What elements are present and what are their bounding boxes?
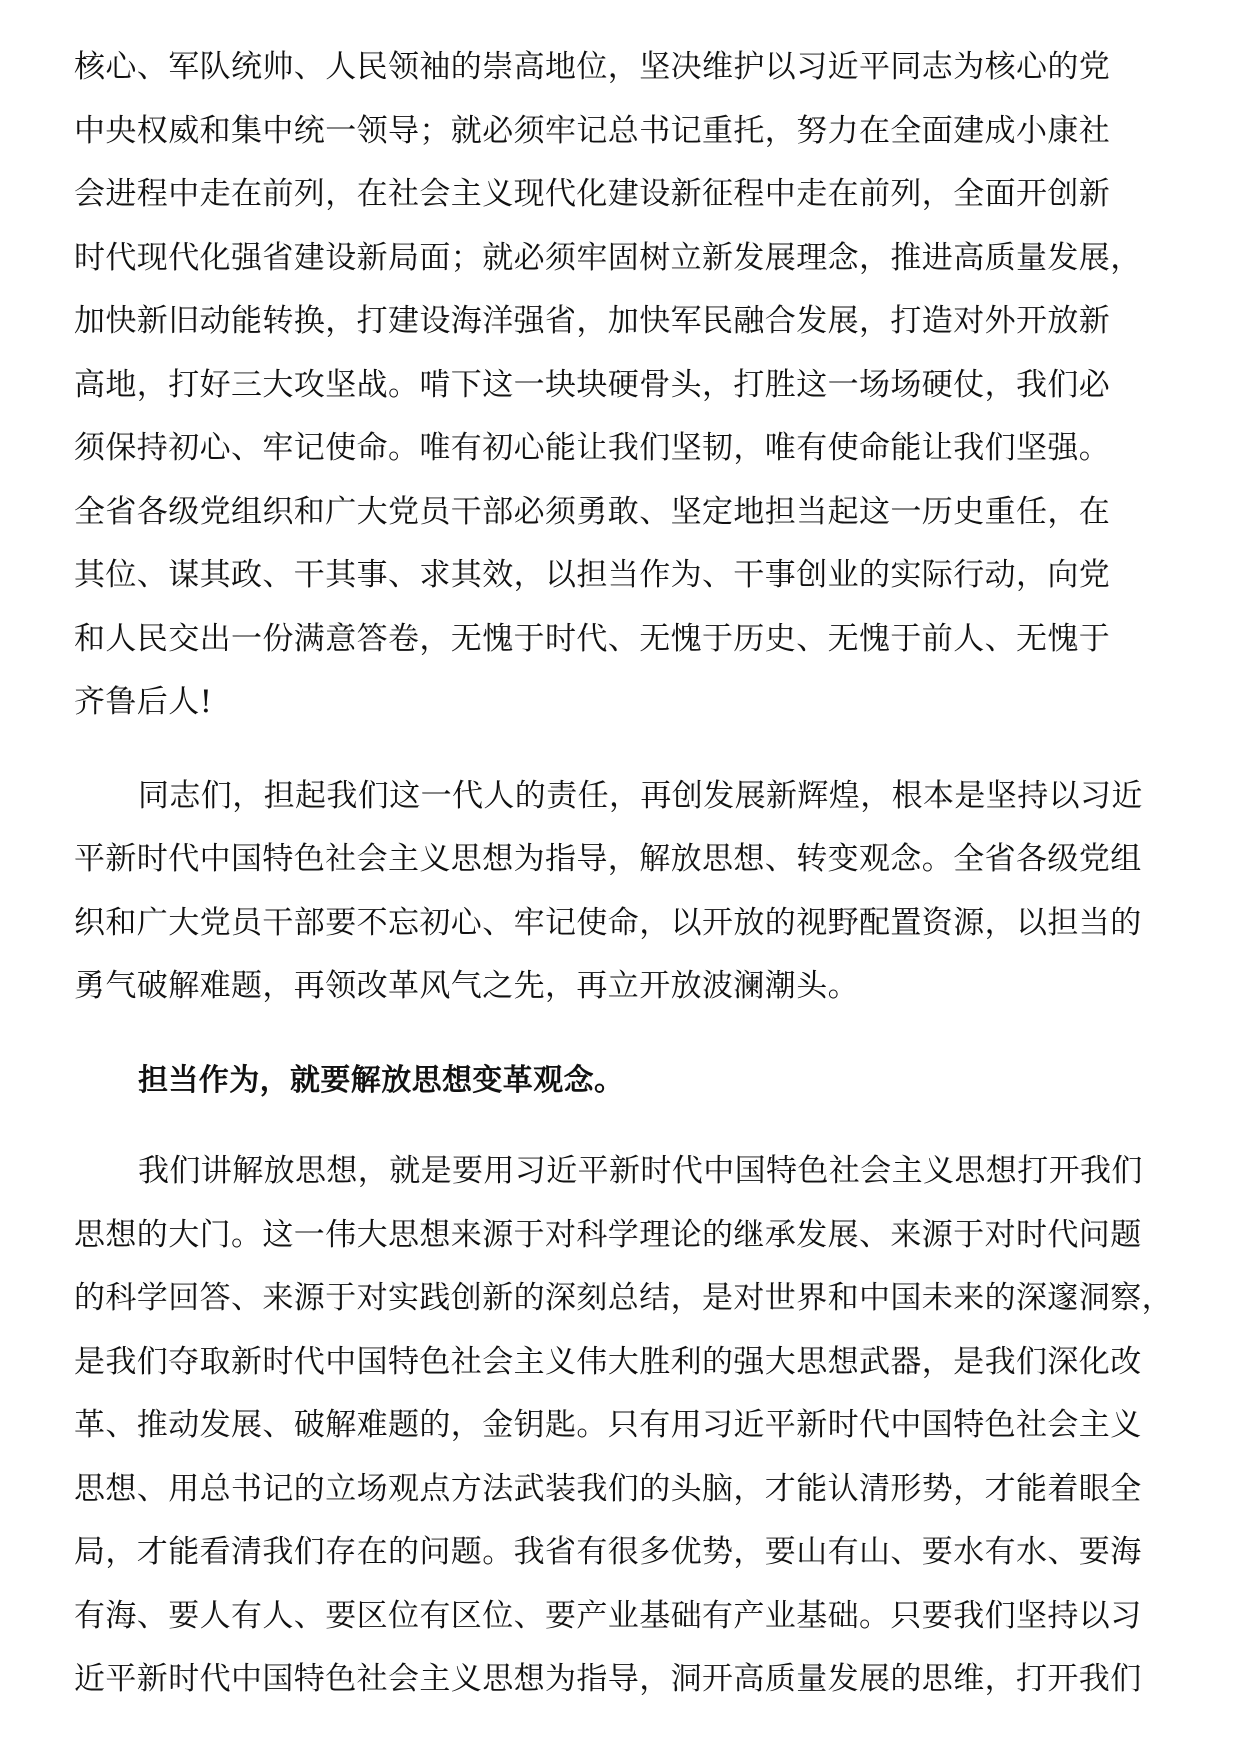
paragraph-spacer bbox=[74, 1019, 1204, 1049]
text-line: 是我们夺取新时代中国特色社会主义伟大胜利的强大思想武器，是我们深化改 bbox=[74, 1343, 1142, 1380]
text-line: 其位、谋其政、干其事、求其效，以担当作为、干事创业的实际行动，向党 bbox=[74, 557, 1111, 593]
text-line: 加快新旧动能转换，打建设海洋强省，加快军民融合发展，打造对外开放新 bbox=[74, 303, 1111, 339]
text-line: 思想、用总书记的立场观点方法武装我们的头脑，才能认清形势，才能着眼全 bbox=[74, 1470, 1142, 1507]
paragraph-3 bbox=[74, 1140, 1204, 1712]
paragraph-2 bbox=[74, 765, 1204, 1019]
text-line: 中央权威和集中统一领导；就必须牢记总书记重托，努力在全面建成小康社 bbox=[74, 112, 1111, 149]
text-line: 高地，打好三大攻坚战。啃下这一块块硬骨头，打胜这一场场硬仗，我们必 bbox=[74, 366, 1111, 403]
text-line: 有海、要人有人、要区位有区位、要产业基础有产业基础。只要我们坚持以习 bbox=[74, 1597, 1142, 1634]
paragraph-spacer bbox=[74, 735, 1204, 765]
text-line: 平新时代中国特色社会主义思想为指导，解放思想、转变观念。全省各级党组 bbox=[74, 841, 1142, 877]
text-line: 我们讲解放思想，就是要用习近平新时代中国特色社会主义思想打开我们 bbox=[138, 1153, 1143, 1189]
text-line: 会进程中走在前列，在社会主义现代化建设新征程中走在前列，全面开创新 bbox=[74, 176, 1111, 212]
text-line: 思想的大门。这一伟大思想来源于对科学理论的继承发展、来源于对时代问题 bbox=[74, 1216, 1142, 1253]
text-line: 近平新时代中国特色社会主义思想为指导，洞开高质量发展的思维，打开我们 bbox=[74, 1661, 1142, 1697]
document-page bbox=[74, 36, 1204, 1712]
text-line: 同志们，担起我们这一代人的责任，再创发展新辉煌，根本是坚持以习近 bbox=[138, 777, 1143, 814]
text-line: 核心、军队统帅、人民领袖的崇高地位，坚决维护以习近平同志为核心的党 bbox=[74, 49, 1111, 85]
text-line: 局，才能看清我们存在的问题。我省有很多优势，要山有山、要水有水、要海 bbox=[74, 1534, 1142, 1570]
paragraph-spacer bbox=[74, 1112, 1204, 1140]
text-line: 革、推动发展、破解难题的，金钥匙。只有用习近平新时代中国特色社会主义 bbox=[74, 1407, 1142, 1443]
section-heading: 担当作为，就要解放思想变革观念。 bbox=[138, 1062, 625, 1098]
text-line: 须保持初心、牢记使命。唯有初心能让我们坚韧，唯有使命能让我们坚强。 bbox=[74, 430, 1111, 466]
text-line: 织和广大党员干部要不忘初心、牢记使命，以开放的视野配置资源，以担当的 bbox=[74, 904, 1142, 941]
text-line: 和人民交出一份满意答卷，无愧于时代、无愧于历史、无愧于前人、无愧于 bbox=[74, 620, 1111, 657]
text-line: 勇气破解难题，再领改革风气之先，再立开放波澜潮头。 bbox=[74, 968, 859, 1004]
text-line: 时代现代化强省建设新局面；就必须牢固树立新发展理念，推进高质量发展， bbox=[74, 239, 1142, 276]
text-line: 的科学回答、来源于对实践创新的深刻总结，是对世界和中国未来的深邃洞察， bbox=[74, 1280, 1173, 1316]
text-line: 全省各级党组织和广大党员干部必须勇敢、坚定地担当起这一历史重任，在 bbox=[74, 493, 1111, 530]
text-line: 齐鲁后人! bbox=[74, 684, 213, 720]
paragraph-1 bbox=[74, 36, 1204, 735]
